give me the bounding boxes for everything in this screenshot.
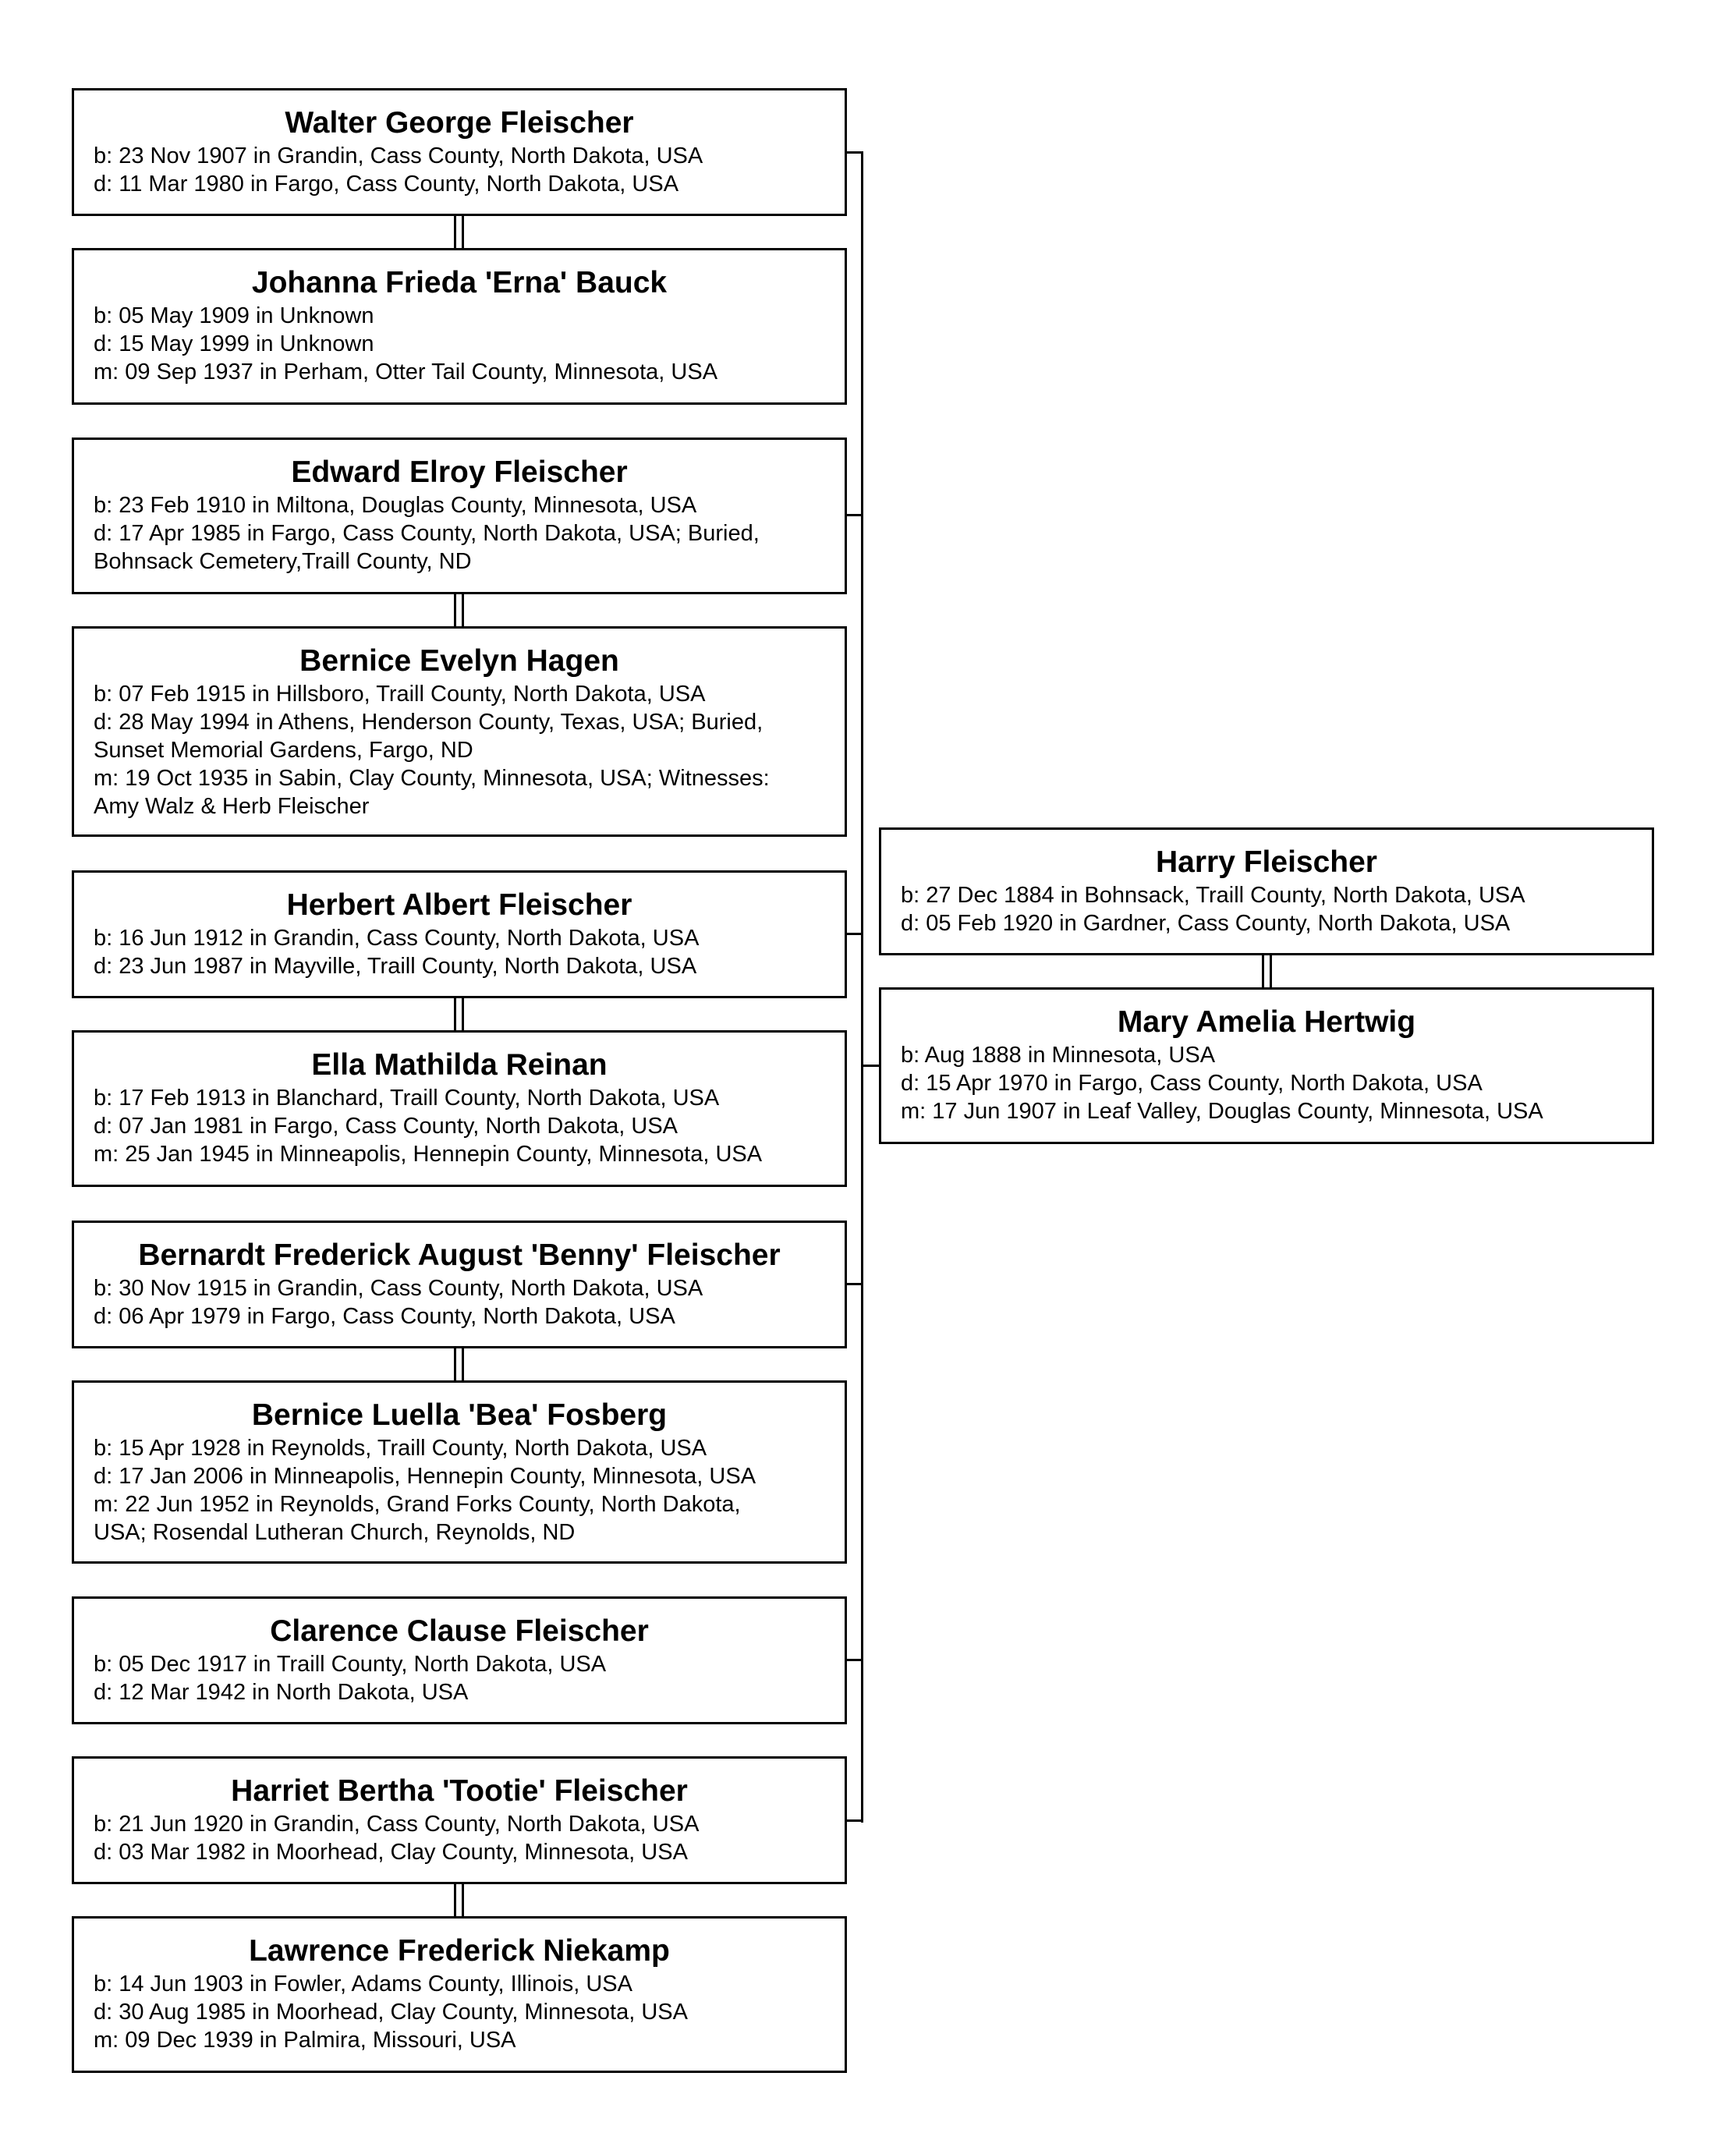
death-line: d: 28 May 1994 in Athens, Henderson County, Texas, USA; Buried, (94, 710, 763, 735)
death-line: d: 12 Mar 1942 in North Dakota, USA (94, 1680, 469, 1705)
birth-line: b: 05 Dec 1917 in Traill County, North Dakota, USA (94, 1652, 607, 1677)
person-name: Lawrence Frederick Niekamp (249, 1934, 670, 1968)
death-line: d: 30 Aug 1985 in Moorhead, Clay County, Minnesota, USA (94, 2000, 688, 2025)
death-line: d: 03 Mar 1982 in Moorhead, Clay County, Minnesota, USA (94, 1840, 688, 1865)
birth-line: b: 05 May 1909 in Unknown (94, 303, 374, 328)
parent-link (861, 1065, 879, 1067)
marriage-line-cont: USA; Rosendal Lutheran Church, Reynolds, ND (94, 1520, 576, 1545)
person-box-harry[interactable] (879, 827, 1654, 955)
death-line: d: 11 Mar 1980 in Fargo, Cass County, North Dakota, USA (94, 172, 679, 197)
marriage-connector (462, 594, 464, 626)
bracket-tick (847, 151, 863, 154)
person-box-harriet[interactable] (72, 1756, 847, 1884)
person-name: Bernardt Frederick August 'Benny' Fleischer (138, 1238, 781, 1272)
death-line: d: 17 Apr 1985 in Fargo, Cass County, North Dakota, USA; Buried, (94, 521, 760, 546)
person-box-herbert[interactable] (72, 870, 847, 998)
birth-line: b: 23 Feb 1910 in Miltona, Douglas County, Minnesota, USA (94, 493, 697, 518)
person-box-mary[interactable] (879, 987, 1654, 1144)
death-line-cont: Bohnsack Cemetery,Traill County, ND (94, 549, 472, 574)
marriage-connector (1270, 955, 1272, 987)
birth-line: b: 23 Nov 1907 in Grandin, Cass County, North Dakota, USA (94, 143, 703, 168)
marriage-connector (462, 1348, 464, 1380)
marriage-line: m: 25 Jan 1945 in Minneapolis, Hennepin County, Minnesota, USA (94, 1142, 763, 1167)
person-box-walter[interactable] (72, 88, 847, 216)
bracket-tick (847, 1819, 863, 1822)
death-line: d: 06 Apr 1979 in Fargo, Cass County, North Dakota, USA (94, 1304, 675, 1329)
person-name: Ella Mathilda Reinan (311, 1048, 608, 1082)
birth-line: b: 15 Apr 1928 in Reynolds, Traill County, North Dakota, USA (94, 1436, 707, 1461)
marriage-line: m: 22 Jun 1952 in Reynolds, Grand Forks County, North Dakota, (94, 1492, 741, 1517)
marriage-line: m: 19 Oct 1935 in Sabin, Clay County, Minnesota, USA; Witnesses: (94, 766, 770, 791)
bracket-tick (847, 933, 863, 935)
bracket-tick (847, 514, 863, 516)
birth-line: b: 30 Nov 1915 in Grandin, Cass County, North Dakota, USA (94, 1276, 703, 1301)
marriage-line: m: 09 Sep 1937 in Perham, Otter Tail County, Minnesota, USA (94, 360, 718, 384)
person-name: Bernice Evelyn Hagen (299, 644, 619, 678)
person-name: Harry Fleischer (1156, 845, 1377, 879)
marriage-connector (454, 216, 456, 248)
marriage-connector (454, 1348, 456, 1380)
marriage-connector (1262, 955, 1264, 987)
marriage-line: m: 09 Dec 1939 in Palmira, Missouri, USA (94, 2028, 516, 2053)
person-name: Mary Amelia Hertwig (1117, 1005, 1416, 1039)
death-line-cont: Sunset Memorial Gardens, Fargo, ND (94, 738, 473, 763)
birth-line: b: 27 Dec 1884 in Bohnsack, Traill County, North Dakota, USA (901, 883, 1525, 908)
person-name: Harriet Bertha 'Tootie' Fleischer (231, 1774, 688, 1808)
birth-line: b: Aug 1888 in Minnesota, USA (901, 1043, 1216, 1068)
death-line: d: 07 Jan 1981 in Fargo, Cass County, North Dakota, USA (94, 1114, 678, 1139)
birth-line: b: 17 Feb 1913 in Blanchard, Traill County, North Dakota, USA (94, 1086, 720, 1111)
spouse-box-johanna[interactable] (72, 248, 847, 405)
marriage-connector (462, 998, 464, 1030)
birth-line: b: 16 Jun 1912 in Grandin, Cass County, North Dakota, USA (94, 926, 700, 951)
marriage-connector (454, 998, 456, 1030)
birth-line: b: 21 Jun 1920 in Grandin, Cass County, North Dakota, USA (94, 1812, 700, 1837)
person-box-edward[interactable] (72, 438, 847, 594)
spouse-box-bernice-evelyn[interactable] (72, 626, 847, 837)
birth-line: b: 14 Jun 1903 in Fowler, Adams County, Illinois, USA (94, 1972, 632, 1997)
marriage-line-cont: Amy Walz & Herb Fleischer (94, 794, 370, 819)
person-name: Bernice Luella 'Bea' Fosberg (251, 1398, 668, 1432)
person-name: Herbert Albert Fleischer (286, 888, 632, 922)
marriage-connector (454, 594, 456, 626)
death-line: d: 15 May 1999 in Unknown (94, 331, 374, 356)
marriage-connector (454, 1884, 456, 1916)
death-line: d: 23 Jun 1987 in Mayville, Traill County, North Dakota, USA (94, 954, 697, 979)
death-line: d: 17 Jan 2006 in Minneapolis, Hennepin County, Minnesota, USA (94, 1464, 756, 1489)
bracket-tick (847, 1283, 863, 1285)
spouse-box-bernice-luella[interactable] (72, 1380, 847, 1564)
person-name: Edward Elroy Fleischer (291, 455, 628, 489)
death-line: d: 15 Apr 1970 in Fargo, Cass County, North Dakota, USA (901, 1071, 1483, 1096)
marriage-connector (462, 1884, 464, 1916)
death-line: d: 05 Feb 1920 in Gardner, Cass County, North Dakota, USA (901, 911, 1511, 936)
bracket-tick (847, 1659, 863, 1661)
person-box-bernardt[interactable] (72, 1221, 847, 1348)
person-name: Johanna Frieda 'Erna' Bauck (251, 266, 668, 299)
descendant-bracket-vertical (861, 152, 863, 1823)
marriage-line: m: 17 Jun 1907 in Leaf Valley, Douglas County, Minnesota, USA (901, 1099, 1543, 1124)
birth-line: b: 07 Feb 1915 in Hillsboro, Traill County, North Dakota, USA (94, 682, 706, 707)
marriage-connector (462, 216, 464, 248)
person-name: Clarence Clause Fleischer (270, 1614, 649, 1648)
person-box-clarence[interactable] (72, 1596, 847, 1724)
person-name: Walter George Fleischer (285, 106, 634, 140)
spouse-box-ella[interactable] (72, 1030, 847, 1187)
spouse-box-lawrence[interactable] (72, 1916, 847, 2073)
